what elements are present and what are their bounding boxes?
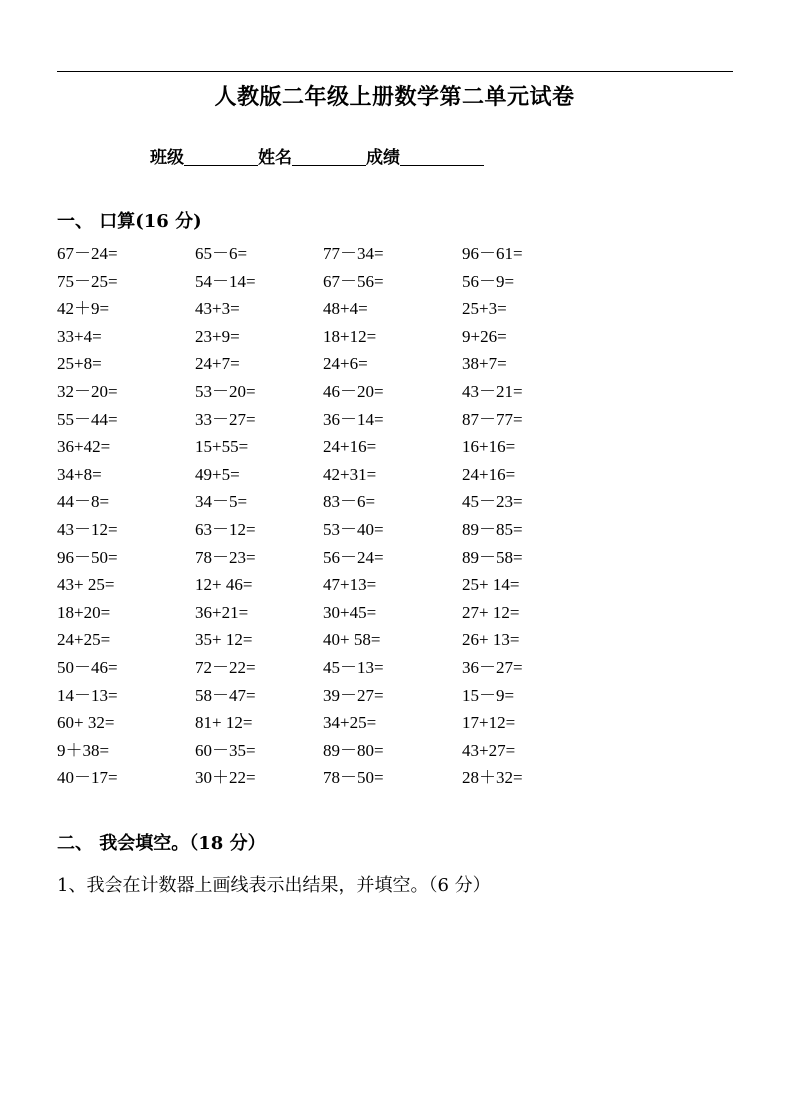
arithmetic-problem: 25+3= [462, 299, 507, 319]
arithmetic-problem: 33－27= [195, 409, 256, 429]
arithmetic-problem: 33+4= [57, 326, 102, 346]
arithmetic-problem: 30＋22= [195, 768, 256, 788]
arithmetic-problem: 36－14= [323, 409, 384, 429]
arithmetic-problem: 36+21= [195, 602, 249, 622]
arithmetic-problem: 12+ 46= [195, 575, 253, 595]
arithmetic-problem: 24+16= [462, 464, 516, 484]
page-title: 人教版二年级上册数学第二单元试卷 [214, 84, 575, 110]
arithmetic-problem: 26+ 13= [462, 630, 520, 650]
arithmetic-problem: 34+25= [323, 713, 377, 733]
arithmetic-problem: 23+9= [195, 326, 240, 346]
arithmetic-problem: 16+16= [462, 437, 516, 457]
arithmetic-problem: 27+ 12= [462, 602, 520, 622]
arithmetic-problem: 83－6= [323, 492, 376, 512]
arithmetic-problem: 34－5= [195, 492, 248, 512]
arithmetic-problem: 96－61= [462, 244, 523, 263]
arithmetic-problem: 72－22= [195, 657, 256, 677]
arithmetic-problem: 30+45= [323, 602, 377, 622]
name-label: 姓名 [258, 148, 292, 168]
arithmetic-problem: 28＋32= [462, 768, 523, 788]
arithmetic-problem: 46－20= [323, 381, 384, 401]
arithmetic-problem: 24+16= [323, 437, 377, 457]
arithmetic-problem: 87－77= [462, 409, 523, 429]
arithmetic-problem: 89－58= [462, 547, 523, 567]
arithmetic-problem: 18+12= [323, 326, 377, 346]
arithmetic-problem: 67－24= [57, 244, 118, 263]
arithmetic-problem: 40－17= [57, 768, 118, 788]
name-blank [292, 147, 366, 166]
arithmetic-problem: 45－23= [462, 492, 523, 512]
arithmetic-problem: 60+ 32= [57, 713, 115, 733]
arithmetic-problem: 65－6= [195, 244, 248, 263]
arithmetic-problem: 9+26= [462, 326, 507, 346]
arithmetic-problem: 25+ 14= [462, 575, 520, 595]
arithmetic-problem: 14－13= [57, 685, 118, 705]
arithmetic-problem: 48+4= [323, 299, 368, 319]
arithmetic-problem: 78－23= [195, 547, 256, 567]
arithmetic-problem: 44－8= [57, 492, 110, 512]
arithmetic-problem: 38+7= [462, 354, 507, 374]
arithmetic-problem: 39－27= [323, 685, 384, 705]
arithmetic-problem: 89－80= [323, 740, 384, 760]
arithmetic-problem: 89－85= [462, 519, 523, 539]
arithmetic-problem: 49+5= [195, 464, 240, 484]
arithmetic-problem: 42+31= [323, 464, 377, 484]
arithmetic-problem: 40+ 58= [323, 630, 381, 650]
class-blank [184, 147, 258, 166]
arithmetic-problem: 9＋38= [57, 740, 110, 760]
arithmetic-problem: 24+6= [323, 354, 368, 374]
arithmetic-problem: 34+8= [57, 464, 102, 484]
arithmetic-problem: 50－46= [57, 657, 118, 677]
arithmetic-problem: 96－50= [57, 547, 118, 567]
arithmetic-problem: 24+7= [195, 354, 240, 374]
arithmetic-problem: 43+27= [462, 740, 516, 760]
arithmetic-problem: 43－21= [462, 381, 523, 401]
arithmetic-problem: 53－40= [323, 519, 384, 539]
arithmetic-problem: 36+42= [57, 437, 111, 457]
arithmetic-problem: 32－20= [57, 381, 118, 401]
arithmetic-problem: 45－13= [323, 657, 384, 677]
arithmetic-problem: 60－35= [195, 740, 256, 760]
question-1: 1、我会在计数器上画线表示出结果，并填空。（6 分） [57, 875, 491, 896]
score-blank [400, 147, 484, 166]
arithmetic-problem: 56－24= [323, 547, 384, 567]
arithmetic-problem: 53－20= [195, 381, 256, 401]
class-label: 班级 [150, 148, 184, 168]
score-label: 成绩 [366, 148, 400, 168]
arithmetic-problem: 15+55= [195, 437, 249, 457]
section1-heading: 一、 口算(16 分) [57, 211, 202, 232]
arithmetic-problem: 36－27= [462, 657, 523, 677]
arithmetic-problem: 43+ 25= [57, 575, 115, 595]
header-rule [57, 71, 733, 72]
student-info-row [150, 143, 484, 168]
arithmetic-problem: 67－56= [323, 271, 384, 291]
arithmetic-problem: 18+20= [57, 602, 111, 622]
arithmetic-problem: 24+25= [57, 630, 111, 650]
arithmetic-problem: 35+ 12= [195, 630, 253, 650]
arithmetic-problem: 81+ 12= [195, 713, 253, 733]
arithmetic-problem: 54－14= [195, 271, 256, 291]
arithmetic-problem: 43－12= [57, 519, 118, 539]
arithmetic-problem: 63－12= [195, 519, 256, 539]
arithmetic-problem: 55－44= [57, 409, 118, 429]
arithmetic-problem: 56－9= [462, 271, 515, 291]
arithmetic-problem: 75－25= [57, 271, 118, 291]
arithmetic-problem: 25+8= [57, 354, 102, 374]
arithmetic-problem: 43+3= [195, 299, 240, 319]
arithmetic-problem: 17+12= [462, 713, 516, 733]
arithmetic-problem: 42＋9= [57, 299, 110, 319]
arithmetic-problem: 77－34= [323, 244, 384, 263]
arithmetic-problem: 15－9= [462, 685, 515, 705]
arithmetic-problem: 47+13= [323, 575, 377, 595]
arithmetic-problem: 78－50= [323, 768, 384, 788]
section2-heading: 二、 我会填空。（18 分） [57, 833, 266, 854]
arithmetic-problem: 58－47= [195, 685, 256, 705]
